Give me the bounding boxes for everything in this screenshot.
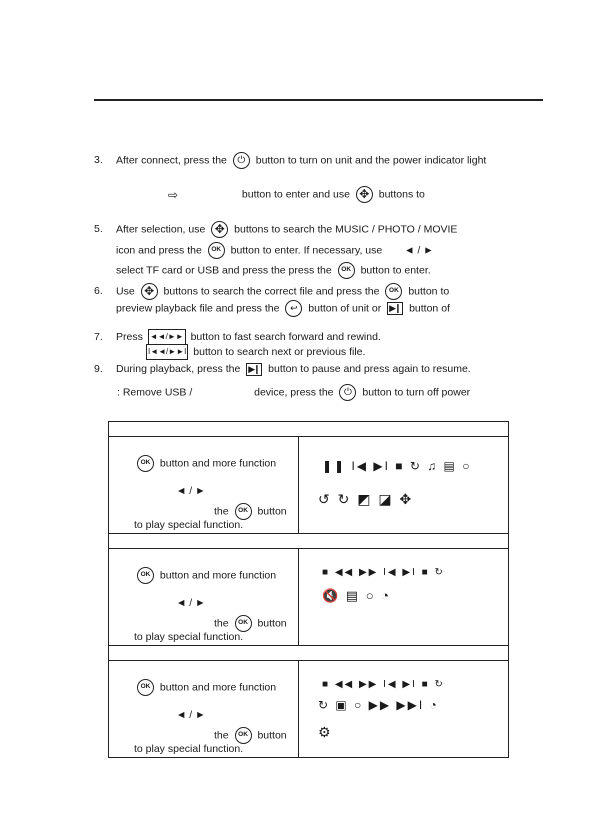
step-number: 3. (94, 154, 103, 167)
ok-button-icon: OK (137, 455, 154, 472)
ok-button-icon: OK (338, 262, 355, 279)
left-right-arrows: ◄ / ► (404, 244, 434, 257)
ok-button-icon: OK (137, 679, 154, 696)
input-source-icon: ⇨ (168, 187, 179, 202)
section-1-more: OK button and more function (134, 455, 276, 472)
left-right-arrows: ◄ / ► (176, 485, 206, 497)
step-7: 7. Press ◄◄/►► button to fast search forward and rewind. (94, 329, 381, 345)
play-pause-icon (387, 302, 403, 315)
section-3-more: OK button and more function (134, 679, 276, 696)
left-right-arrows: ◄ / ► (176, 709, 206, 721)
table-header-row-3 (108, 645, 509, 661)
step-4: ⇨ button to enter and use ✥ buttons to (166, 186, 425, 203)
ok-button-icon: OK (385, 283, 402, 300)
movie-function-icons-2: 🔇 ▤ ○ ◔ (322, 588, 392, 603)
photo-function-icons: ■ ◀◀ ▶▶ I◀ ▶I ■ ↻ (322, 679, 445, 690)
ok-button-icon: OK (208, 242, 225, 259)
section-1-the: the OK button (214, 503, 287, 520)
fast-rewind-forward-icon: ◄◄/►► (148, 329, 186, 345)
section-2-the: the OK button (214, 615, 287, 632)
table-header-row-1 (108, 421, 509, 437)
step-5: 5. After selection, use ✥ buttons to search the MUSIC / PHOTO / MOVIE (94, 221, 457, 238)
section-2-more: OK button and more function (134, 567, 276, 584)
step-5-line-3: select TF card or USB and press the press the OK button to enter. (116, 262, 431, 279)
note-remove-usb: : Remove USB / device, press the ⏻ button to turn off power (117, 384, 470, 401)
step-9: 9. During playback, press the ▶❙ button to pause and press again to resume. (94, 362, 471, 376)
photo-function-icons-2: ↻ ▣ ○ ▶▶ ▶▶I ◔ (318, 698, 439, 712)
navigation-pad-icon (141, 283, 158, 300)
navigation-pad-icon (211, 221, 228, 238)
header-rule (94, 99, 543, 101)
step-8: I◄◄/►►I button to search next or previous file. (144, 344, 365, 360)
section-2-play: to play special function. (134, 631, 244, 643)
ok-button-icon: OK (137, 567, 154, 584)
ok-button-icon: OK (235, 727, 252, 744)
left-right-arrows: ◄ / ► (176, 597, 206, 609)
settings-icon: ⚙ (318, 724, 333, 740)
step-6-line-2: preview playback file and press the ↩ button of unit or ▶❙ button of (116, 300, 450, 317)
power-icon (339, 384, 356, 401)
step-6: 6. Use ✥ buttons to search the correct file and press the OK button to (94, 283, 449, 300)
section-1-play: to play special function. (134, 519, 244, 531)
movie-function-icons: ■ ◀◀ ▶▶ I◀ ▶I ■ ↻ (322, 567, 445, 578)
section-3-play: to play special function. (134, 743, 244, 755)
step-3: 3. After connect, press the ⏻ button to turn on unit and the power indicator light (94, 152, 486, 169)
return-icon: ↩ (285, 300, 302, 317)
play-pause-icon (246, 363, 262, 376)
navigation-pad-icon (356, 186, 373, 203)
step-5-line-2: icon and press the OK button to enter. If necessary, use ◄ / ► (116, 242, 434, 259)
table-header-row-2 (108, 533, 509, 549)
ok-button-icon: OK (235, 503, 252, 520)
ok-button-icon: OK (235, 615, 252, 632)
power-icon (233, 152, 250, 169)
music-function-icons: ❚❚ I◀ ▶I ■ ↻ ♫ ▤ ○ (322, 459, 472, 473)
skip-previous-next-icon: I◄◄/►►I (146, 344, 188, 360)
music-function-icons-2: ↺ ↻ ◩ ◪ ✥ (318, 491, 414, 507)
section-3-the: the OK button (214, 727, 287, 744)
